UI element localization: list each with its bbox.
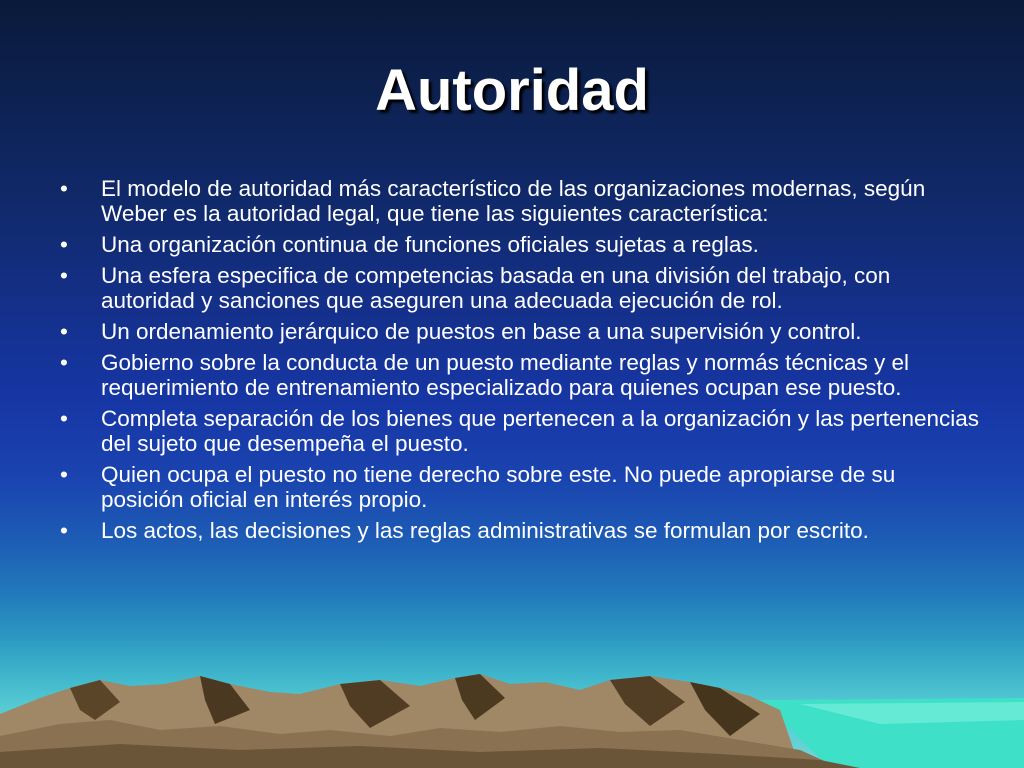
bullet-text: Un ordenamiento jerárquico de puestos en base a una supervisión y control. [101,319,862,344]
bullet-item [60,462,980,512]
bullet-item [60,518,980,543]
bullet-item [60,406,980,456]
bullet-icon: • [60,518,68,543]
bullet-text: Los actos, las decisiones y las reglas administrativas se formulan por escrito. [101,518,869,543]
bullet-icon: • [60,176,68,201]
bullet-text: Completa separación de los bienes que pertenecen a la organización y las pertenencias del sujeto que desempeña el puesto. [101,406,980,456]
bullet-icon: • [60,406,68,431]
bullet-icon: • [60,350,68,375]
bullet-icon: • [60,462,68,487]
bullet-item [60,319,980,344]
bullet-text: El modelo de autoridad más característico de las organizaciones modernas, según Weber es la autoridad legal, que tiene las siguientes característica: [101,176,926,226]
bullet-list [60,176,980,549]
mountain-range-image [0,640,1024,768]
bullet-icon: • [60,232,68,257]
bullet-text: Una organización continua de funciones oficiales sujetas a reglas. [101,232,759,257]
bullet-item [60,263,980,313]
bullet-text: Gobierno sobre la conducta de un puesto mediante reglas y normás técnicas y el requerimiento de entrenamiento especializado para quienes ocupan ese puesto. [101,350,909,400]
slide-title: Autoridad [375,58,649,123]
bullet-icon: • [60,263,68,288]
bullet-text: Una esfera especifica de competencias basada en una división del trabajo, con autoridad y sanciones que aseguren una adecuada ejecución de rol. [101,263,891,313]
bullet-item [60,176,980,226]
bullet-item [60,232,980,257]
bullet-item [60,350,980,400]
bullet-text: Quien ocupa el puesto no tiene derecho sobre este. No puede apropiarse de su posición oficial en interés propio. [101,462,896,512]
bullet-icon: • [60,319,68,344]
